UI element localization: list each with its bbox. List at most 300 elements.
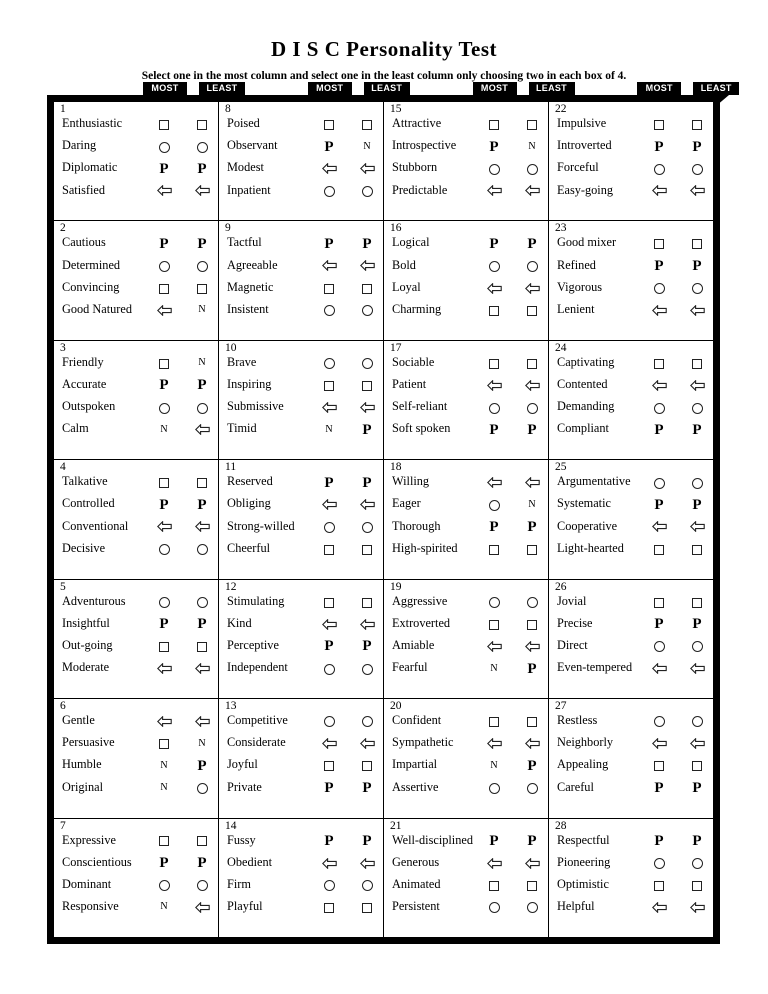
square-glyph[interactable] — [654, 598, 664, 608]
most-choice-cell[interactable] — [479, 160, 509, 176]
most-choice-cell[interactable] — [149, 258, 179, 274]
most-choice-cell[interactable] — [149, 116, 179, 132]
least-choice-cell[interactable] — [352, 280, 382, 296]
circle-glyph[interactable] — [692, 478, 703, 489]
circle-glyph[interactable] — [324, 358, 335, 369]
n-glyph[interactable]: N — [198, 737, 206, 749]
p-glyph[interactable]: P — [489, 235, 499, 252]
left-arrow-glyph[interactable] — [525, 477, 540, 488]
p-glyph[interactable]: P — [527, 832, 537, 849]
circle-glyph[interactable] — [527, 902, 538, 913]
most-choice-cell[interactable] — [314, 855, 344, 871]
square-glyph[interactable] — [159, 836, 169, 846]
least-choice-cell[interactable] — [517, 474, 547, 490]
circle-glyph[interactable] — [324, 186, 335, 197]
most-choice-cell[interactable] — [479, 183, 509, 199]
most-choice-cell[interactable] — [314, 280, 344, 296]
least-choice-cell[interactable] — [352, 258, 382, 274]
p-glyph[interactable]: P — [197, 616, 207, 633]
circle-glyph[interactable] — [197, 783, 208, 794]
least-choice-cell[interactable] — [517, 899, 547, 915]
circle-glyph[interactable] — [362, 358, 373, 369]
square-glyph[interactable] — [159, 284, 169, 294]
left-arrow-glyph[interactable] — [487, 185, 502, 196]
left-arrow-glyph[interactable] — [690, 902, 705, 913]
square-glyph[interactable] — [362, 284, 372, 294]
least-choice-cell[interactable] — [187, 258, 217, 274]
most-choice-cell[interactable] — [149, 735, 179, 751]
square-glyph[interactable] — [362, 120, 372, 130]
left-arrow-glyph[interactable] — [322, 858, 337, 869]
p-glyph[interactable]: P — [197, 855, 207, 872]
n-glyph[interactable]: N — [160, 759, 168, 771]
least-choice-cell[interactable] — [682, 713, 712, 729]
circle-glyph[interactable] — [324, 305, 335, 316]
least-choice-cell[interactable] — [187, 638, 217, 654]
square-glyph[interactable] — [692, 239, 702, 249]
square-glyph[interactable] — [692, 545, 702, 555]
p-glyph[interactable]: P — [159, 235, 169, 252]
n-glyph[interactable]: N — [528, 498, 536, 510]
circle-glyph[interactable] — [654, 164, 665, 175]
most-choice-cell[interactable] — [314, 833, 344, 849]
circle-glyph[interactable] — [654, 858, 665, 869]
p-glyph[interactable]: P — [324, 235, 334, 252]
circle-glyph[interactable] — [654, 403, 665, 414]
square-glyph[interactable] — [692, 761, 702, 771]
most-choice-cell[interactable] — [644, 377, 674, 393]
most-choice-cell[interactable] — [314, 757, 344, 773]
circle-glyph[interactable] — [527, 597, 538, 608]
circle-glyph[interactable] — [324, 522, 335, 533]
most-choice-cell[interactable] — [314, 160, 344, 176]
most-choice-cell[interactable] — [644, 877, 674, 893]
p-glyph[interactable]: P — [362, 832, 372, 849]
left-arrow-glyph[interactable] — [195, 663, 210, 674]
least-choice-cell[interactable] — [352, 877, 382, 893]
most-choice-cell[interactable] — [644, 355, 674, 371]
circle-glyph[interactable] — [159, 403, 170, 414]
square-glyph[interactable] — [654, 545, 664, 555]
most-choice-cell[interactable] — [149, 757, 179, 773]
left-arrow-glyph[interactable] — [322, 260, 337, 271]
circle-glyph[interactable] — [527, 164, 538, 175]
left-arrow-glyph[interactable] — [157, 716, 172, 727]
circle-glyph[interactable] — [159, 142, 170, 153]
least-choice-cell[interactable] — [187, 833, 217, 849]
least-choice-cell[interactable] — [682, 399, 712, 415]
least-choice-cell[interactable] — [682, 474, 712, 490]
least-choice-cell[interactable] — [187, 355, 217, 371]
most-choice-cell[interactable] — [479, 757, 509, 773]
most-choice-cell[interactable] — [314, 355, 344, 371]
circle-glyph[interactable] — [692, 403, 703, 414]
least-choice-cell[interactable] — [187, 377, 217, 393]
circle-glyph[interactable] — [197, 544, 208, 555]
most-choice-cell[interactable] — [644, 183, 674, 199]
most-choice-cell[interactable] — [314, 474, 344, 490]
least-choice-cell[interactable] — [187, 660, 217, 676]
least-choice-cell[interactable] — [352, 183, 382, 199]
least-choice-cell[interactable] — [682, 638, 712, 654]
least-choice-cell[interactable] — [187, 280, 217, 296]
square-glyph[interactable] — [527, 717, 537, 727]
least-choice-cell[interactable] — [517, 355, 547, 371]
left-arrow-glyph[interactable] — [360, 858, 375, 869]
circle-glyph[interactable] — [362, 880, 373, 891]
most-choice-cell[interactable] — [644, 280, 674, 296]
least-choice-cell[interactable] — [187, 474, 217, 490]
p-glyph[interactable]: P — [159, 496, 169, 513]
circle-glyph[interactable] — [527, 261, 538, 272]
circle-glyph[interactable] — [362, 522, 373, 533]
least-choice-cell[interactable] — [517, 757, 547, 773]
p-glyph[interactable]: P — [692, 616, 702, 633]
most-choice-cell[interactable] — [314, 660, 344, 676]
most-choice-cell[interactable] — [149, 355, 179, 371]
least-choice-cell[interactable] — [682, 183, 712, 199]
p-glyph[interactable]: P — [692, 421, 702, 438]
most-choice-cell[interactable] — [479, 377, 509, 393]
circle-glyph[interactable] — [489, 597, 500, 608]
least-choice-cell[interactable] — [352, 474, 382, 490]
least-choice-cell[interactable] — [187, 877, 217, 893]
least-choice-cell[interactable] — [682, 280, 712, 296]
least-choice-cell[interactable] — [187, 541, 217, 557]
left-arrow-glyph[interactable] — [157, 305, 172, 316]
least-choice-cell[interactable] — [352, 399, 382, 415]
square-glyph[interactable] — [197, 120, 207, 130]
p-glyph[interactable]: P — [527, 421, 537, 438]
least-choice-cell[interactable] — [682, 899, 712, 915]
least-choice-cell[interactable] — [352, 496, 382, 512]
p-glyph[interactable]: P — [197, 235, 207, 252]
least-choice-cell[interactable] — [352, 302, 382, 318]
most-choice-cell[interactable] — [314, 138, 344, 154]
most-choice-cell[interactable] — [149, 541, 179, 557]
most-choice-cell[interactable] — [149, 519, 179, 535]
least-choice-cell[interactable] — [517, 399, 547, 415]
least-choice-cell[interactable] — [187, 735, 217, 751]
square-glyph[interactable] — [362, 761, 372, 771]
most-choice-cell[interactable] — [644, 421, 674, 437]
left-arrow-glyph[interactable] — [360, 260, 375, 271]
least-choice-cell[interactable] — [682, 377, 712, 393]
least-choice-cell[interactable] — [352, 138, 382, 154]
n-glyph[interactable]: N — [528, 140, 536, 152]
square-glyph[interactable] — [489, 545, 499, 555]
circle-glyph[interactable] — [692, 641, 703, 652]
circle-glyph[interactable] — [197, 597, 208, 608]
circle-glyph[interactable] — [489, 261, 500, 272]
square-glyph[interactable] — [489, 717, 499, 727]
left-arrow-glyph[interactable] — [360, 499, 375, 510]
square-glyph[interactable] — [692, 359, 702, 369]
left-arrow-glyph[interactable] — [195, 521, 210, 532]
least-choice-cell[interactable] — [682, 421, 712, 437]
circle-glyph[interactable] — [527, 403, 538, 414]
least-choice-cell[interactable] — [352, 519, 382, 535]
least-choice-cell[interactable] — [517, 594, 547, 610]
square-glyph[interactable] — [362, 598, 372, 608]
least-choice-cell[interactable] — [187, 183, 217, 199]
least-choice-cell[interactable] — [682, 833, 712, 849]
circle-glyph[interactable] — [489, 902, 500, 913]
most-choice-cell[interactable] — [149, 899, 179, 915]
square-glyph[interactable] — [324, 284, 334, 294]
most-choice-cell[interactable] — [314, 421, 344, 437]
least-choice-cell[interactable] — [682, 855, 712, 871]
circle-glyph[interactable] — [489, 403, 500, 414]
most-choice-cell[interactable] — [149, 421, 179, 437]
circle-glyph[interactable] — [197, 880, 208, 891]
circle-glyph[interactable] — [197, 403, 208, 414]
least-choice-cell[interactable] — [352, 660, 382, 676]
left-arrow-glyph[interactable] — [157, 663, 172, 674]
square-glyph[interactable] — [159, 642, 169, 652]
most-choice-cell[interactable] — [149, 183, 179, 199]
most-choice-cell[interactable] — [149, 474, 179, 490]
left-arrow-glyph[interactable] — [652, 663, 667, 674]
most-choice-cell[interactable] — [149, 399, 179, 415]
most-choice-cell[interactable] — [479, 116, 509, 132]
most-choice-cell[interactable] — [314, 399, 344, 415]
left-arrow-glyph[interactable] — [195, 716, 210, 727]
least-choice-cell[interactable] — [352, 235, 382, 251]
most-choice-cell[interactable] — [644, 302, 674, 318]
square-glyph[interactable] — [527, 620, 537, 630]
circle-glyph[interactable] — [159, 261, 170, 272]
left-arrow-glyph[interactable] — [322, 163, 337, 174]
least-choice-cell[interactable] — [517, 638, 547, 654]
most-choice-cell[interactable] — [149, 302, 179, 318]
least-choice-cell[interactable] — [187, 594, 217, 610]
most-choice-cell[interactable] — [644, 780, 674, 796]
most-choice-cell[interactable] — [314, 541, 344, 557]
least-choice-cell[interactable] — [352, 116, 382, 132]
square-glyph[interactable] — [527, 881, 537, 891]
most-choice-cell[interactable] — [149, 877, 179, 893]
least-choice-cell[interactable] — [352, 713, 382, 729]
most-choice-cell[interactable] — [479, 660, 509, 676]
most-choice-cell[interactable] — [479, 616, 509, 632]
most-choice-cell[interactable] — [479, 833, 509, 849]
circle-glyph[interactable] — [324, 880, 335, 891]
circle-glyph[interactable] — [527, 783, 538, 794]
left-arrow-glyph[interactable] — [487, 858, 502, 869]
most-choice-cell[interactable] — [479, 638, 509, 654]
n-glyph[interactable]: N — [198, 304, 206, 316]
left-arrow-glyph[interactable] — [652, 185, 667, 196]
most-choice-cell[interactable] — [644, 713, 674, 729]
circle-glyph[interactable] — [362, 186, 373, 197]
least-choice-cell[interactable] — [352, 855, 382, 871]
left-arrow-glyph[interactable] — [322, 738, 337, 749]
p-glyph[interactable]: P — [692, 832, 702, 849]
least-choice-cell[interactable] — [682, 541, 712, 557]
p-glyph[interactable]: P — [197, 757, 207, 774]
square-glyph[interactable] — [489, 306, 499, 316]
p-glyph[interactable]: P — [527, 518, 537, 535]
most-choice-cell[interactable] — [644, 258, 674, 274]
p-glyph[interactable]: P — [489, 421, 499, 438]
least-choice-cell[interactable] — [187, 235, 217, 251]
least-choice-cell[interactable] — [352, 757, 382, 773]
circle-glyph[interactable] — [654, 478, 665, 489]
circle-glyph[interactable] — [362, 716, 373, 727]
most-choice-cell[interactable] — [149, 833, 179, 849]
square-glyph[interactable] — [654, 120, 664, 130]
p-glyph[interactable]: P — [527, 235, 537, 252]
left-arrow-glyph[interactable] — [652, 380, 667, 391]
square-glyph[interactable] — [324, 381, 334, 391]
p-glyph[interactable]: P — [489, 518, 499, 535]
most-choice-cell[interactable] — [314, 735, 344, 751]
most-choice-cell[interactable] — [149, 713, 179, 729]
circle-glyph[interactable] — [362, 305, 373, 316]
most-choice-cell[interactable] — [644, 638, 674, 654]
left-arrow-glyph[interactable] — [195, 424, 210, 435]
least-choice-cell[interactable] — [682, 355, 712, 371]
n-glyph[interactable]: N — [160, 423, 168, 435]
circle-glyph[interactable] — [654, 641, 665, 652]
least-choice-cell[interactable] — [517, 138, 547, 154]
p-glyph[interactable]: P — [654, 780, 664, 796]
most-choice-cell[interactable] — [314, 899, 344, 915]
p-glyph[interactable]: P — [197, 160, 207, 177]
p-glyph[interactable]: P — [654, 421, 664, 438]
least-choice-cell[interactable] — [517, 116, 547, 132]
most-choice-cell[interactable] — [644, 116, 674, 132]
least-choice-cell[interactable] — [682, 616, 712, 632]
most-choice-cell[interactable] — [314, 713, 344, 729]
most-choice-cell[interactable] — [149, 377, 179, 393]
square-glyph[interactable] — [692, 881, 702, 891]
square-glyph[interactable] — [324, 761, 334, 771]
least-choice-cell[interactable] — [187, 757, 217, 773]
left-arrow-glyph[interactable] — [487, 380, 502, 391]
left-arrow-glyph[interactable] — [690, 738, 705, 749]
left-arrow-glyph[interactable] — [487, 283, 502, 294]
least-choice-cell[interactable] — [682, 660, 712, 676]
most-choice-cell[interactable] — [314, 638, 344, 654]
p-glyph[interactable]: P — [654, 257, 664, 274]
circle-glyph[interactable] — [692, 716, 703, 727]
least-choice-cell[interactable] — [352, 160, 382, 176]
circle-glyph[interactable] — [489, 783, 500, 794]
square-glyph[interactable] — [692, 598, 702, 608]
most-choice-cell[interactable] — [644, 757, 674, 773]
p-glyph[interactable]: P — [692, 496, 702, 513]
square-glyph[interactable] — [527, 545, 537, 555]
most-choice-cell[interactable] — [479, 235, 509, 251]
left-arrow-glyph[interactable] — [525, 185, 540, 196]
most-choice-cell[interactable] — [644, 160, 674, 176]
least-choice-cell[interactable] — [352, 377, 382, 393]
circle-glyph[interactable] — [197, 142, 208, 153]
square-glyph[interactable] — [527, 359, 537, 369]
least-choice-cell[interactable] — [517, 855, 547, 871]
least-choice-cell[interactable] — [517, 519, 547, 535]
least-choice-cell[interactable] — [517, 302, 547, 318]
left-arrow-glyph[interactable] — [690, 185, 705, 196]
most-choice-cell[interactable] — [149, 138, 179, 154]
n-glyph[interactable]: N — [160, 782, 168, 793]
most-choice-cell[interactable] — [644, 735, 674, 751]
square-glyph[interactable] — [324, 120, 334, 130]
least-choice-cell[interactable] — [517, 616, 547, 632]
most-choice-cell[interactable] — [479, 474, 509, 490]
most-choice-cell[interactable] — [479, 258, 509, 274]
left-arrow-glyph[interactable] — [525, 283, 540, 294]
most-choice-cell[interactable] — [149, 235, 179, 251]
circle-glyph[interactable] — [159, 880, 170, 891]
left-arrow-glyph[interactable] — [195, 185, 210, 196]
least-choice-cell[interactable] — [352, 355, 382, 371]
left-arrow-glyph[interactable] — [157, 185, 172, 196]
p-glyph[interactable]: P — [527, 660, 537, 677]
most-choice-cell[interactable] — [314, 877, 344, 893]
most-choice-cell[interactable] — [149, 280, 179, 296]
least-choice-cell[interactable] — [187, 302, 217, 318]
most-choice-cell[interactable] — [479, 780, 509, 796]
most-choice-cell[interactable] — [314, 116, 344, 132]
p-glyph[interactable]: P — [489, 138, 499, 155]
n-glyph[interactable]: N — [160, 901, 168, 913]
least-choice-cell[interactable] — [682, 780, 712, 796]
least-choice-cell[interactable] — [517, 183, 547, 199]
least-choice-cell[interactable] — [352, 594, 382, 610]
p-glyph[interactable]: P — [362, 638, 372, 655]
least-choice-cell[interactable] — [517, 258, 547, 274]
most-choice-cell[interactable] — [314, 519, 344, 535]
circle-glyph[interactable] — [362, 664, 373, 675]
most-choice-cell[interactable] — [644, 833, 674, 849]
least-choice-cell[interactable] — [187, 421, 217, 437]
most-choice-cell[interactable] — [479, 496, 509, 512]
most-choice-cell[interactable] — [149, 616, 179, 632]
least-choice-cell[interactable] — [352, 638, 382, 654]
square-glyph[interactable] — [159, 478, 169, 488]
most-choice-cell[interactable] — [479, 541, 509, 557]
p-glyph[interactable]: P — [324, 780, 334, 796]
most-choice-cell[interactable] — [644, 660, 674, 676]
left-arrow-glyph[interactable] — [487, 477, 502, 488]
most-choice-cell[interactable] — [149, 496, 179, 512]
square-glyph[interactable] — [654, 359, 664, 369]
square-glyph[interactable] — [362, 903, 372, 913]
least-choice-cell[interactable] — [187, 855, 217, 871]
most-choice-cell[interactable] — [479, 899, 509, 915]
least-choice-cell[interactable] — [517, 713, 547, 729]
most-choice-cell[interactable] — [314, 594, 344, 610]
circle-glyph[interactable] — [159, 597, 170, 608]
p-glyph[interactable]: P — [692, 257, 702, 274]
least-choice-cell[interactable] — [187, 713, 217, 729]
least-choice-cell[interactable] — [682, 735, 712, 751]
p-glyph[interactable]: P — [654, 832, 664, 849]
least-choice-cell[interactable] — [517, 280, 547, 296]
most-choice-cell[interactable] — [644, 519, 674, 535]
least-choice-cell[interactable] — [352, 421, 382, 437]
least-choice-cell[interactable] — [352, 541, 382, 557]
least-choice-cell[interactable] — [187, 399, 217, 415]
square-glyph[interactable] — [489, 881, 499, 891]
most-choice-cell[interactable] — [149, 638, 179, 654]
least-choice-cell[interactable] — [682, 302, 712, 318]
most-choice-cell[interactable] — [644, 399, 674, 415]
most-choice-cell[interactable] — [479, 138, 509, 154]
